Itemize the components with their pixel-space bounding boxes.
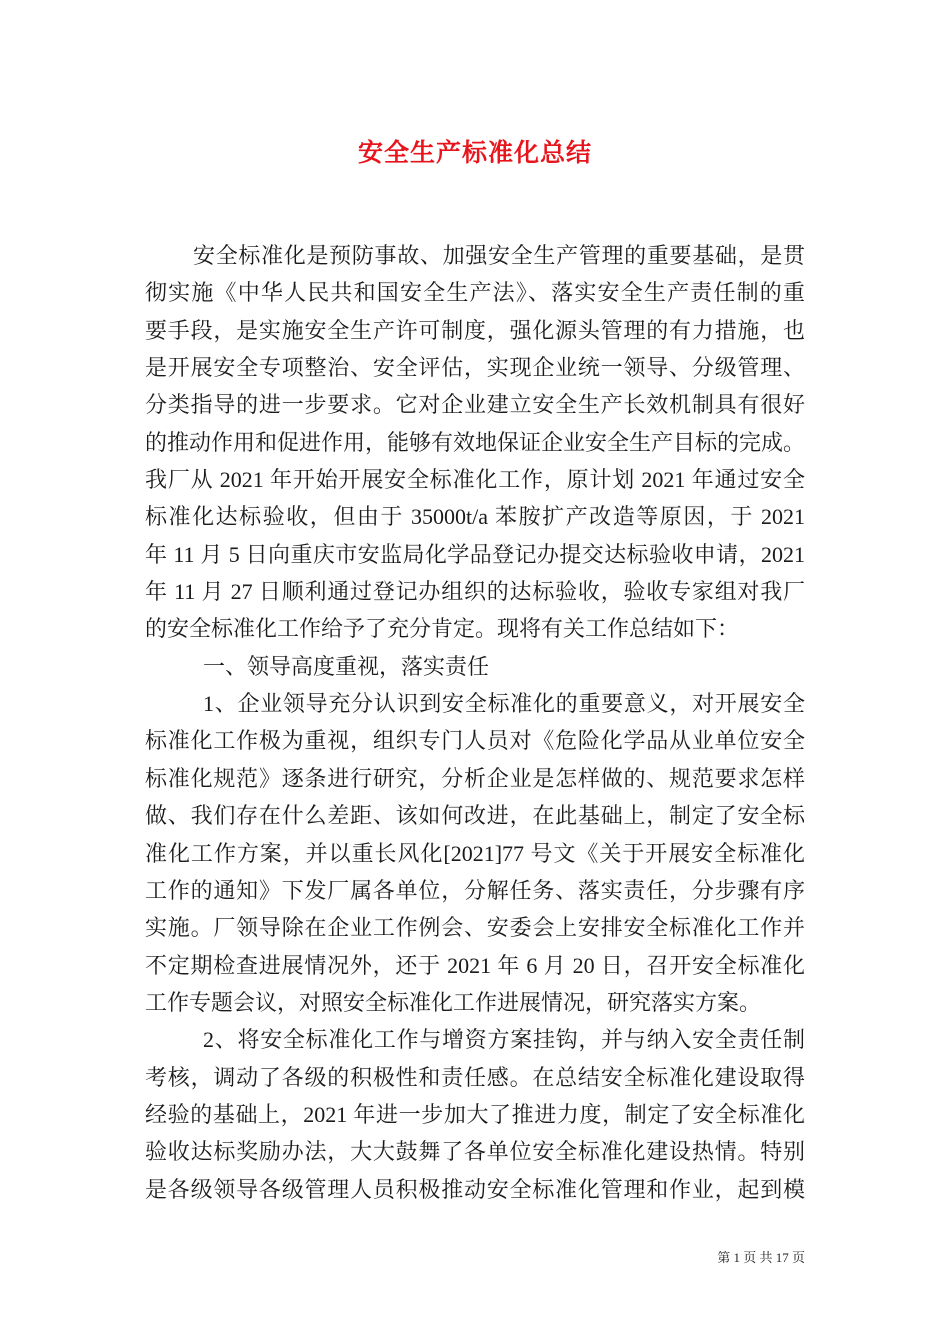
text-line: 我厂从 2021 年开始开展安全标准化工作，原计划 2021 年通过安全: [145, 467, 805, 493]
text-line: 是各级领导各级管理人员积极推动安全标准化管理和作业，起到模: [145, 1176, 805, 1202]
text-line: 实施。厂领导除在企业工作例会、安委会上安排安全标准化工作并: [145, 915, 805, 941]
text-line: 做、我们存在什么差距、该如何改进，在此基础上，制定了安全标: [145, 803, 805, 829]
text-line: 2、将安全标准化工作与增资方案挂钩，并与纳入安全责任制: [203, 1027, 805, 1053]
text-line: 标准化工作极为重视，组织专门人员对《危险化学品从业单位安全: [145, 728, 805, 754]
text-line: 的推动作用和促进作用，能够有效地保证企业安全生产目标的完成。: [145, 429, 806, 455]
text-line: 安全标准化是预防事故、加强安全生产管理的重要基础，是贯: [193, 243, 805, 268]
text-line: 经验的基础上，2021 年进一步加大了推进力度，制定了安全标准化: [145, 1101, 805, 1127]
text-line: 年 11 月 27 日顺利通过登记办组织的达标验收，验收专家组对我厂: [145, 579, 805, 605]
text-line: 考核，调动了各级的积极性和责任感。在总结安全标准化建设取得: [145, 1064, 805, 1090]
text-line: 标准化规范》逐条进行研究，分析企业是怎样做的、规范要求怎样: [145, 765, 805, 791]
text-line: 要手段，是实施安全生产许可制度，强化源头管理的有力措施，也: [145, 317, 805, 343]
text-line: 验收达标奖励办法，大大鼓舞了各单位安全标准化建设热情。特别: [145, 1139, 805, 1165]
page-number: 第 1 页 共 17 页: [717, 1250, 805, 1265]
text-line: 分类指导的进一步要求。它对企业建立安全生产长效机制具有很好: [145, 392, 805, 418]
text-line: 的安全标准化工作给予了充分肯定。现将有关工作总结如下：: [145, 616, 740, 642]
text-line: 工作专题会议，对照安全标准化工作进展情况，研究落实方案。: [145, 989, 762, 1015]
text-line: 彻实施《中华人民共和国安全生产法》、落实安全生产责任制的重: [145, 280, 805, 306]
text-line: 标准化达标验收，但由于 35000t/a 苯胺扩产改造等原因，于 2021: [145, 504, 805, 530]
text-line: 工作的通知》下发厂属各单位，分解任务、落实责任，分步骤有序: [145, 877, 805, 903]
text-line: 准化工作方案，并以重长风化[2021]77 号文《关于开展安全标准化: [145, 840, 805, 866]
text-line: 1、企业领导充分认识到安全标准化的重要意义，对开展安全: [203, 691, 805, 717]
document-title: 安全生产标准化总结: [357, 140, 592, 167]
text-line: 是开展安全专项整治、安全评估，实现企业统一领导、分级管理、: [145, 355, 805, 381]
text-line: 不定期检查进展情况外，还于 2021 年 6 月 20 日，召开安全标准化: [145, 952, 805, 978]
document-body: [145, 237, 805, 1208]
text-line: 年 11 月 5 日向重庆市安监局化学品登记办提交达标验收申请，2021: [145, 541, 805, 567]
section-heading: 一、领导高度重视，落实责任: [203, 653, 490, 679]
